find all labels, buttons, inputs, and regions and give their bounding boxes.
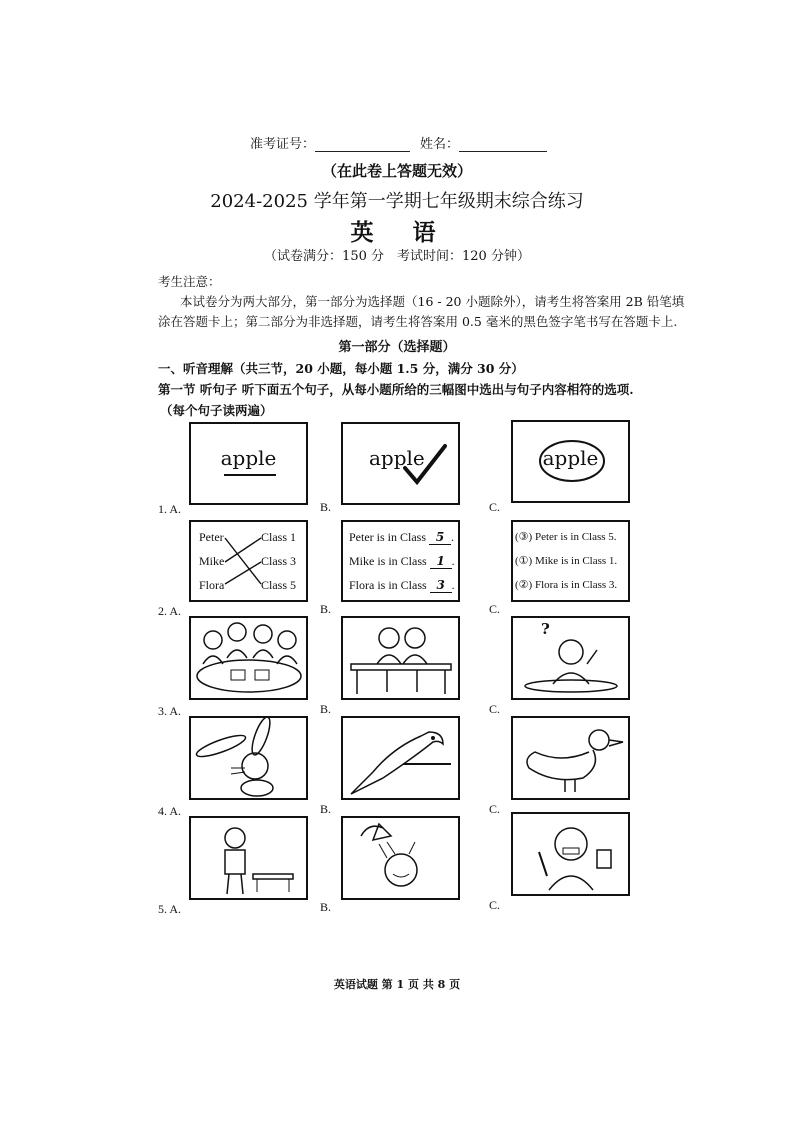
section1-title: 一、听音理解（共三节，20 小题，每小题 1.5 分，满分 30 分） xyxy=(158,361,524,376)
q4-option-a-image xyxy=(189,716,308,800)
q2-c-line: (③) Peter is in Class 5. xyxy=(515,531,617,543)
matching-lines xyxy=(223,534,263,590)
q2-a-name: Peter xyxy=(199,530,224,544)
q3-b-label: B. xyxy=(320,702,332,716)
parrot-icon xyxy=(343,718,458,798)
q2-option-b-image xyxy=(341,520,460,602)
q2-a-class: Class 3 xyxy=(261,554,297,568)
q3-c-label: C. xyxy=(489,702,501,716)
q2-option-c-image xyxy=(511,520,630,602)
q4-option-c-image xyxy=(511,716,630,800)
q1-option-a-image xyxy=(189,422,308,505)
rabbit-icon xyxy=(191,718,306,798)
q4-b-label: B. xyxy=(320,802,332,816)
students-group-icon xyxy=(191,618,306,698)
q1-a-underline xyxy=(224,474,276,476)
q2-number: 2. A. xyxy=(158,604,182,618)
brushing-teeth-icon xyxy=(513,814,628,894)
q2-c-line: (①) Mike is in Class 1. xyxy=(515,555,618,567)
q1-b-word: apple xyxy=(369,446,425,470)
notice-line-2: 涂在答题卡上；第二部分为非选择题，请考生将答案用 0.5 毫米的黑色签字笔书写在答题卡上. xyxy=(158,314,678,329)
exam-number-blank xyxy=(315,139,410,152)
q1-number: 1. A. xyxy=(158,502,182,516)
checkmark-icon xyxy=(403,444,448,489)
q1-a-word: apple xyxy=(220,446,277,470)
q1-c-word: apple xyxy=(542,446,599,470)
subject-title: 英 语 xyxy=(350,219,444,246)
part1-title: 第一部分（选择题） xyxy=(338,340,456,355)
q2-b-line: Peter is in Class 5 . xyxy=(349,530,454,544)
q5-c-label: C. xyxy=(489,898,501,912)
thinking-boy-icon xyxy=(513,618,628,698)
name-blank xyxy=(459,139,547,152)
duck-icon xyxy=(513,718,628,798)
q1-b-label: B. xyxy=(320,500,332,514)
q5-option-b-image xyxy=(341,816,460,900)
q2-c-line: (②) Flora is in Class 3. xyxy=(515,579,618,591)
exam-info: （试卷满分：150 分 考试时间：120 分钟） xyxy=(264,249,530,264)
q3-number: 3. A. xyxy=(158,704,182,718)
shower-icon xyxy=(343,818,458,898)
q2-b-line: Flora is in Class 3 . xyxy=(349,578,455,592)
question-marks: ? xyxy=(541,620,552,638)
sub1-title: 第一节 听句子 听下面五个句子，从每小题所给的三幅图中选出与句子内容相符的选项. xyxy=(158,382,634,397)
two-students-desk-icon xyxy=(343,618,458,698)
q3-option-a-image xyxy=(189,616,308,700)
notice-title: 考生注意： xyxy=(158,274,221,289)
q1-option-b-image xyxy=(341,422,460,505)
q2-a-class: Class 1 xyxy=(261,530,297,544)
q4-option-b-image xyxy=(341,716,460,800)
notice-line-1: 本试卷分为两大部分，第一部分为选择题（16 - 20 小题除外），请考生将答案用 2B 铅笔填 xyxy=(180,294,685,309)
q4-c-label: C. xyxy=(489,802,501,816)
q2-b-label: B. xyxy=(320,602,332,616)
q4-number: 4. A. xyxy=(158,804,182,818)
q5-option-c-image xyxy=(511,812,630,896)
q5-number: 5. A. xyxy=(158,902,182,916)
q2-option-a-image xyxy=(189,520,308,602)
q2-c-label: C. xyxy=(489,602,501,616)
q2-a-name: Mike xyxy=(199,554,225,568)
q5-option-a-image xyxy=(189,816,308,900)
q2-a-name: Flora xyxy=(199,578,225,592)
invalid-note: （在此卷上答题无效） xyxy=(321,162,472,180)
name-label: 姓名： xyxy=(420,133,547,152)
q3-option-b-image xyxy=(341,616,460,700)
q1-c-label: C. xyxy=(489,500,501,514)
boy-dressing-icon xyxy=(191,818,306,898)
page-footer: 英语试题 第 1 页 共 8 页 xyxy=(333,978,461,991)
exam-number-label: 准考证号： xyxy=(250,133,410,152)
q3-option-c-image xyxy=(511,616,630,700)
q5-b-label: B. xyxy=(320,900,332,914)
q2-a-class: Class 5 xyxy=(261,578,297,592)
q1-option-c-image xyxy=(511,420,630,503)
q2-b-line: Mike is in Class 1 . xyxy=(349,554,455,568)
exam-title: 2024-2025 学年第一学期七年级期末综合练习 xyxy=(210,191,584,212)
sub1-note: （每个句子读两遍） xyxy=(160,403,273,418)
